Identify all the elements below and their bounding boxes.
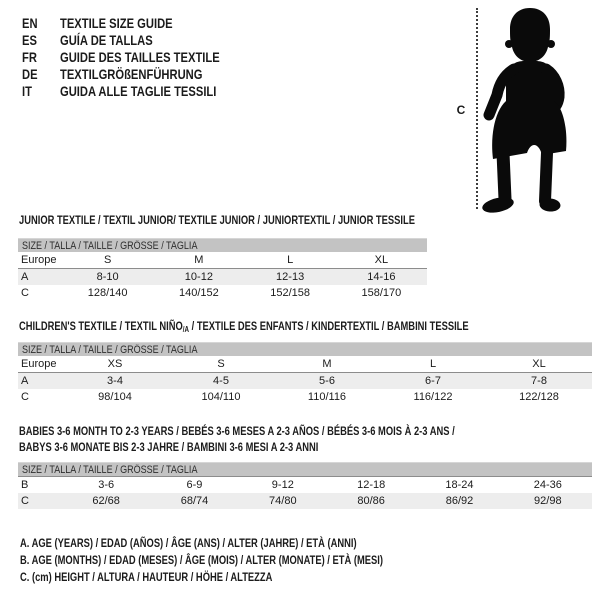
- guide-title-fr: GUIDE DES TAILLES TEXTILE: [60, 48, 220, 65]
- note-line-b: B. AGE (MONTHS) / EDAD (MESES) / ÂGE (MOIS) / ALTER (MONATE) / ETÀ (MESI): [20, 553, 383, 567]
- row-label: C: [21, 391, 29, 403]
- note-line-a: A. AGE (YEARS) / EDAD (AÑOS) / ÂGE (ANS) / ALTER (JAHRE) / ETÀ (ANNI): [20, 536, 357, 550]
- babies-size-table: [18, 462, 592, 509]
- size-cell: 7-8: [486, 373, 592, 390]
- size-cell: 24-36: [533, 479, 562, 491]
- size-cell: 5-6: [274, 373, 380, 390]
- size-cell: 104/110: [201, 391, 241, 403]
- language-code: ES: [22, 31, 37, 48]
- table-row: [18, 477, 592, 494]
- size-cell: 128/140: [87, 287, 128, 299]
- baby-silhouette-icon: [468, 2, 588, 218]
- row-label: C: [21, 287, 29, 299]
- language-code: EN: [22, 14, 38, 31]
- size-cell: 3-4: [62, 373, 168, 390]
- junior-section-title: JUNIOR TEXTILE / TEXTIL JUNIOR/ TEXTILE JUNIOR / JUNIORTEXTIL / JUNIOR TESSILE: [19, 213, 415, 227]
- language-row: [22, 14, 260, 31]
- size-cell: 12-18: [357, 479, 386, 491]
- size-band-label: SIZE / TALLA / TAILLE / GRÖSSE / TAGLIA: [22, 463, 198, 476]
- table-band: [18, 239, 427, 253]
- size-cell: L: [245, 252, 336, 269]
- row-label: C: [18, 493, 62, 509]
- size-cell: S: [168, 356, 274, 373]
- row-label: B: [21, 479, 29, 491]
- size-cell: 14-16: [336, 269, 427, 286]
- table-row: [18, 269, 427, 286]
- note-line-c: C. (cm) HEIGHT / ALTURA / HAUTEUR / HÖHE / ALTEZZA: [20, 570, 273, 584]
- language-list: [22, 14, 260, 99]
- size-cell: 62/68: [62, 493, 150, 509]
- size-cell: 3-6: [98, 479, 115, 491]
- size-cell: 10-12: [153, 269, 244, 286]
- language-row: [22, 65, 260, 82]
- size-cell: L: [380, 356, 486, 373]
- size-cell: M: [153, 252, 244, 269]
- junior-size-table: [18, 238, 427, 301]
- table-row: [18, 252, 427, 269]
- language-row: [22, 48, 260, 65]
- size-cell: S: [62, 252, 153, 269]
- row-label: Europe: [18, 252, 62, 269]
- size-cell: 116/122: [413, 391, 453, 403]
- size-band-label: SIZE / TALLA / TAILLE / GRÖSSE / TAGLIA: [22, 343, 198, 356]
- table-band: [18, 463, 592, 477]
- guide-title-it: GUIDA ALLE TAGLIE TESSILI: [60, 82, 217, 99]
- table-row: [18, 356, 592, 373]
- guide-title-es: GUÍA DE TALLAS: [60, 31, 153, 48]
- size-cell: 12-13: [245, 269, 336, 286]
- table-row: [18, 285, 427, 301]
- row-label: A: [18, 373, 62, 390]
- table-row: [18, 373, 592, 390]
- size-band-label: SIZE / TALLA / TAILLE / GRÖSSE / TAGLIA: [22, 239, 198, 252]
- children-section-title: CHILDREN'S TEXTILE / TEXTIL NIÑO/A / TEXTILE DES ENFANTS / KINDERTEXTIL / BAMBINI TESSILE: [19, 319, 469, 334]
- guide-title-de: TEXTILGRÖßENFÜHRUNG: [60, 65, 203, 82]
- size-cell: 68/74: [150, 493, 238, 509]
- row-label: A: [18, 269, 62, 286]
- language-code: IT: [22, 82, 32, 99]
- guide-title-en: TEXTILE SIZE GUIDE: [60, 14, 173, 31]
- size-cell: 152/158: [270, 287, 310, 299]
- size-cell: 158/170: [361, 287, 402, 299]
- size-cell: 18-24: [445, 479, 474, 491]
- size-cell: XL: [336, 252, 427, 269]
- size-cell: 80/86: [327, 493, 415, 509]
- babies-section-title: BABIES 3-6 MONTH TO 2-3 YEARS / BEBÉS 3-6 MESES A 2-3 AÑOS / BÉBÉS 3-6 MOIS À 2-3 ANS / BABYS 3-6 MONATE BIS 2-3 JAHRE / BAMBINI 3-6 MESI A 2-3 ANNI: [19, 424, 455, 454]
- size-cell: 92/98: [504, 493, 592, 509]
- language-row: [22, 82, 260, 99]
- language-code: FR: [22, 48, 37, 65]
- size-cell: 8-10: [62, 269, 153, 286]
- nino-a-subscript: /A: [182, 325, 190, 334]
- size-cell: 6-9: [186, 479, 203, 491]
- children-size-table: [18, 342, 592, 405]
- table-band: [18, 343, 592, 357]
- size-cell: 110/116: [307, 391, 347, 403]
- size-cell: 140/152: [178, 287, 219, 299]
- size-cell: 9-12: [271, 479, 294, 491]
- size-cell: XS: [62, 356, 168, 373]
- size-cell: 98/104: [98, 391, 132, 403]
- table-row: [18, 493, 592, 509]
- size-cell: 74/80: [239, 493, 327, 509]
- height-label: C: [456, 103, 466, 117]
- size-cell: 4-5: [168, 373, 274, 390]
- size-cell: M: [274, 356, 380, 373]
- row-label: Europe: [18, 356, 62, 373]
- size-cell: XL: [486, 356, 592, 373]
- language-code: DE: [22, 65, 38, 82]
- legend-notes: [20, 535, 485, 586]
- table-row: [18, 389, 592, 405]
- size-cell: 86/92: [415, 493, 503, 509]
- size-cell: 122/128: [519, 391, 559, 403]
- size-cell: 6-7: [380, 373, 486, 390]
- language-row: [22, 31, 260, 48]
